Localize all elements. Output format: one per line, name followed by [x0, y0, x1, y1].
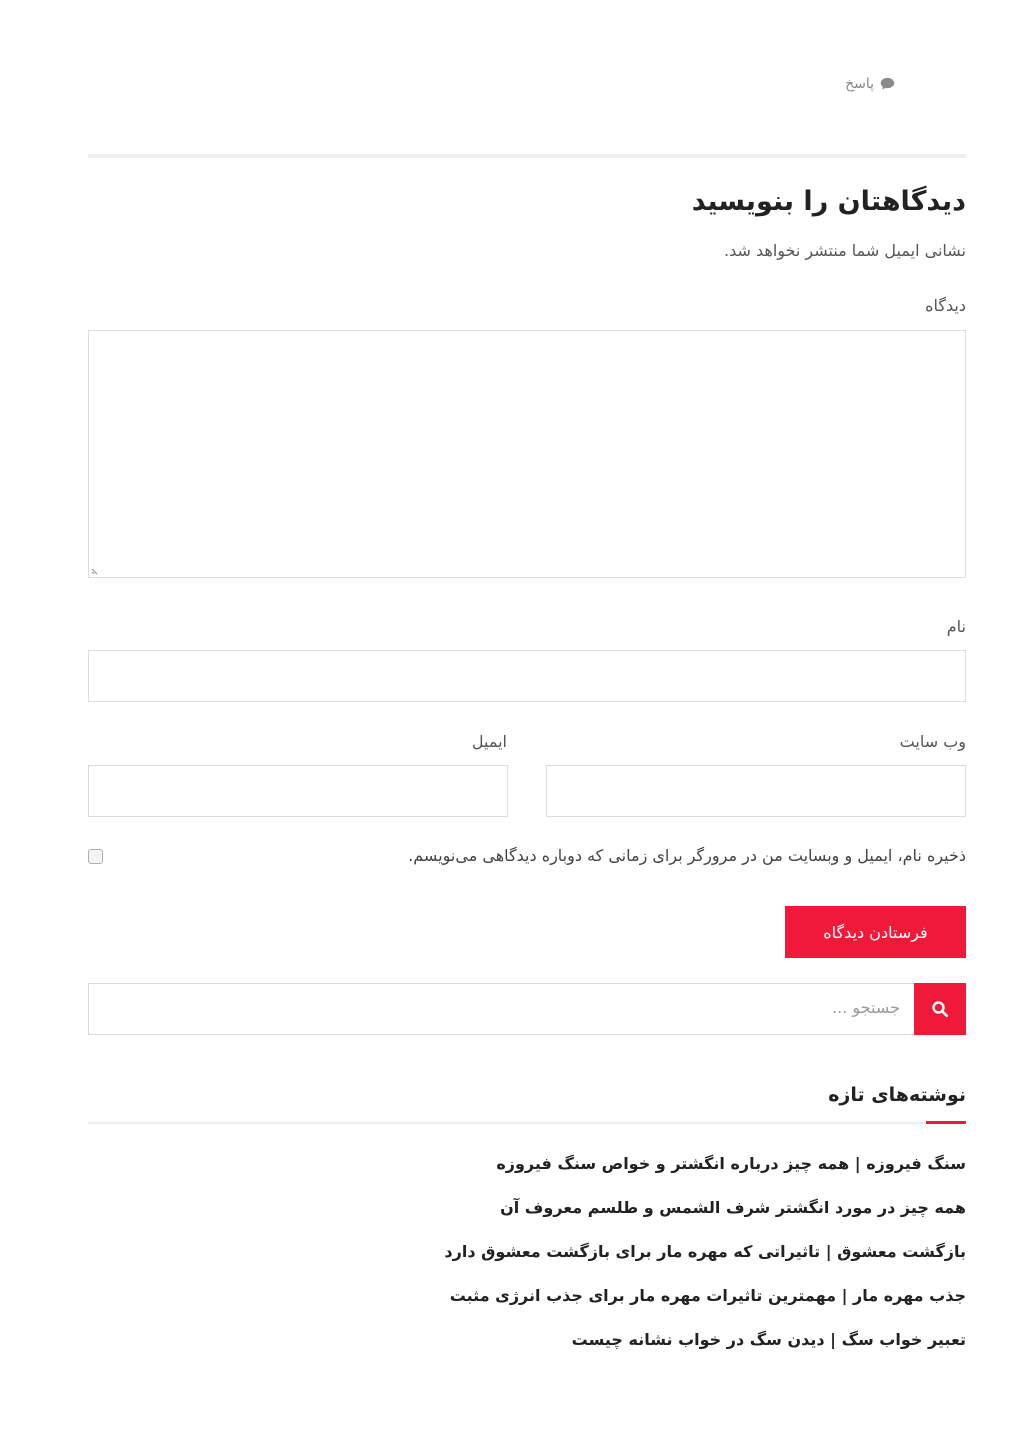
widget-title-accent — [926, 1121, 966, 1124]
recent-post-link[interactable]: همه چیز در مورد انگشتر شرف الشمس و طلسم معروف آن — [500, 1198, 966, 1217]
section-divider — [88, 154, 966, 158]
submit-comment-button[interactable]: فرستادن دیدگاه — [785, 906, 966, 958]
search-icon — [931, 1000, 949, 1018]
save-info-checkbox[interactable] — [88, 849, 103, 864]
recent-post-link[interactable]: تعبیر خواب سگ | دیدن سگ در خواب نشانه چیست — [571, 1330, 966, 1349]
recent-post-link[interactable]: جذب مهره مار | مهمترین تاثیرات مهره مار برای جذب انرژی مثبت — [449, 1286, 966, 1305]
comment-form-title: دیدگاهتان را بنویسید — [691, 186, 966, 217]
resize-handle-icon[interactable] — [91, 565, 101, 575]
recent-post-link[interactable]: سنگ فیروزه | همه چیز درباره انگشتر و خواص سنگ فیروزه — [496, 1154, 966, 1173]
comment-icon — [880, 77, 895, 91]
name-input[interactable] — [88, 650, 966, 702]
search-button[interactable] — [914, 983, 966, 1035]
comment-textarea[interactable] — [88, 330, 966, 578]
save-info-label: ذخیره نام، ایمیل و وبسایت من در مرورگر برای زمانی که دوباره دیدگاهی می‌نویسم. — [408, 846, 966, 865]
widget-title-rule — [88, 1122, 966, 1124]
comment-label: دیدگاه — [925, 296, 966, 315]
website-label: وب سایت — [899, 732, 966, 751]
website-input[interactable] — [546, 765, 966, 817]
email-label: ایمیل — [471, 732, 507, 751]
recent-posts-title: نوشته‌های تازه — [828, 1084, 966, 1106]
email-privacy-note: نشانی ایمیل شما منتشر نخواهد شد. — [724, 241, 966, 260]
email-input[interactable] — [88, 765, 508, 817]
name-label: نام — [946, 617, 966, 636]
recent-post-link[interactable]: بازگشت معشوق | تاثیراتی که مهره مار برای بازگشت معشوق دارد — [444, 1242, 966, 1261]
reply-label: پاسخ — [845, 76, 874, 92]
search-placeholder: جستجو ... — [832, 998, 900, 1017]
reply-link[interactable] — [845, 76, 895, 92]
